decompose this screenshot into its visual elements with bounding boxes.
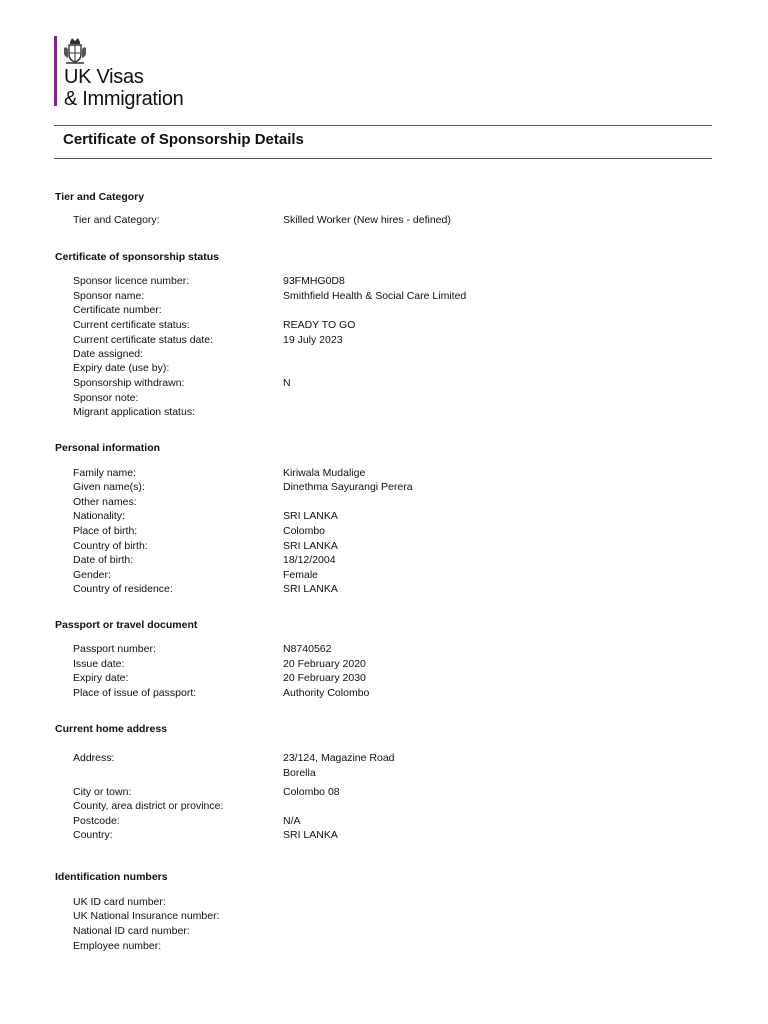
field-label: Date assigned: [73, 348, 144, 360]
field-row [0, 540, 768, 554]
field-label: Current certificate status date: [73, 334, 214, 346]
field-value: Skilled Worker (New hires - defined) [283, 214, 451, 226]
section-heading-passport: Passport or travel document [55, 619, 198, 631]
field-row [0, 304, 768, 318]
field-label: Other names: [73, 496, 137, 508]
field-row [0, 362, 768, 376]
field-label: Address: [73, 752, 115, 764]
field-row [0, 896, 768, 910]
title-top-rule [54, 125, 712, 126]
field-row [0, 290, 768, 304]
ukvi-logo [54, 36, 194, 108]
field-row [0, 583, 768, 597]
field-label: UK ID card number: [73, 896, 166, 908]
field-row [0, 275, 768, 289]
field-row [0, 467, 768, 481]
logo-text-line2: & Immigration [64, 88, 184, 110]
field-row [0, 569, 768, 583]
field-row [0, 334, 768, 348]
field-value: 93FMHG0D8 [283, 275, 345, 287]
field-row [0, 658, 768, 672]
field-row [0, 496, 768, 510]
field-value-line2: Borella [283, 767, 316, 779]
field-label: Nationality: [73, 510, 125, 522]
field-row [0, 554, 768, 568]
field-row [0, 687, 768, 701]
field-row [0, 377, 768, 391]
field-value: N/A [283, 815, 301, 827]
field-value: SRI LANKA [283, 510, 338, 522]
field-label: Country of residence: [73, 583, 173, 595]
field-row [0, 910, 768, 924]
field-row [0, 829, 768, 843]
field-label: Gender: [73, 569, 111, 581]
field-row [0, 348, 768, 362]
field-value: Kiriwala Mudalige [283, 467, 366, 479]
field-value: Female [283, 569, 319, 581]
field-label: Date of birth: [73, 554, 134, 566]
field-row [0, 214, 768, 228]
field-label: Country of birth: [73, 540, 148, 552]
field-label: Employee number: [73, 940, 162, 952]
field-row [0, 925, 768, 939]
field-row [0, 510, 768, 524]
field-label: Certificate number: [73, 304, 162, 316]
field-row [0, 392, 768, 406]
section-heading-address: Current home address [55, 723, 168, 735]
field-label: Sponsor note: [73, 392, 139, 404]
field-label: National ID card number: [73, 925, 190, 937]
field-label: Sponsor name: [73, 290, 145, 302]
field-label: Sponsorship withdrawn: [73, 377, 185, 389]
field-value: 18/12/2004 [283, 554, 336, 566]
field-value: SRI LANKA [283, 583, 338, 595]
field-value: Smithfield Health & Social Care Limited [283, 290, 467, 302]
field-value: READY TO GO [283, 319, 356, 331]
field-label: Expiry date (use by): [73, 362, 170, 374]
field-value: SRI LANKA [283, 540, 338, 552]
field-label: Given name(s): [73, 481, 145, 493]
field-value: N8740562 [283, 643, 332, 655]
field-value: N [283, 377, 291, 389]
field-row [0, 406, 768, 420]
field-row [0, 525, 768, 539]
field-row [0, 481, 768, 495]
logo-accent-bar [54, 36, 57, 106]
field-row [0, 752, 768, 782]
field-value: Authority Colombo [283, 687, 370, 699]
field-label: Family name: [73, 467, 137, 479]
section-heading-personal: Personal information [55, 442, 161, 454]
field-label: Migrant application status: [73, 406, 195, 418]
field-row [0, 815, 768, 829]
field-row [0, 800, 768, 814]
royal-crest-icon [62, 36, 88, 66]
title-bottom-rule [54, 158, 712, 159]
logo-text-line1: UK Visas [64, 66, 144, 88]
field-row [0, 643, 768, 657]
field-row [0, 319, 768, 333]
field-label: Current certificate status: [73, 319, 190, 331]
field-value: 23/124, Magazine Road [283, 752, 395, 764]
field-value: 19 July 2023 [283, 334, 343, 346]
section-heading-tier: Tier and Category [55, 191, 145, 203]
field-value: Colombo 08 [283, 786, 340, 798]
field-value: Colombo [283, 525, 326, 537]
field-label: Sponsor licence number: [73, 275, 190, 287]
field-label: Issue date: [73, 658, 125, 670]
field-row [0, 672, 768, 686]
field-value: 20 February 2030 [283, 672, 366, 684]
field-row [0, 786, 768, 800]
page-title: Certificate of Sponsorship Details [63, 131, 304, 148]
field-value: SRI LANKA [283, 829, 338, 841]
field-label: City or town: [73, 786, 132, 798]
field-label: Tier and Category: [73, 214, 160, 226]
field-value: Dinethma Sayurangi Perera [283, 481, 413, 493]
field-label: Passport number: [73, 643, 156, 655]
section-heading-identification: Identification numbers [55, 871, 168, 883]
field-label: Country: [73, 829, 113, 841]
field-row [0, 940, 768, 954]
field-label: Postcode: [73, 815, 120, 827]
field-value: 20 February 2020 [283, 658, 366, 670]
field-label: UK National Insurance number: [73, 910, 220, 922]
field-label: Place of birth: [73, 525, 138, 537]
field-label: Place of issue of passport: [73, 687, 197, 699]
section-heading-status: Certificate of sponsorship status [55, 251, 219, 263]
field-label: Expiry date: [73, 672, 129, 684]
field-label: County, area district or province: [73, 800, 224, 812]
